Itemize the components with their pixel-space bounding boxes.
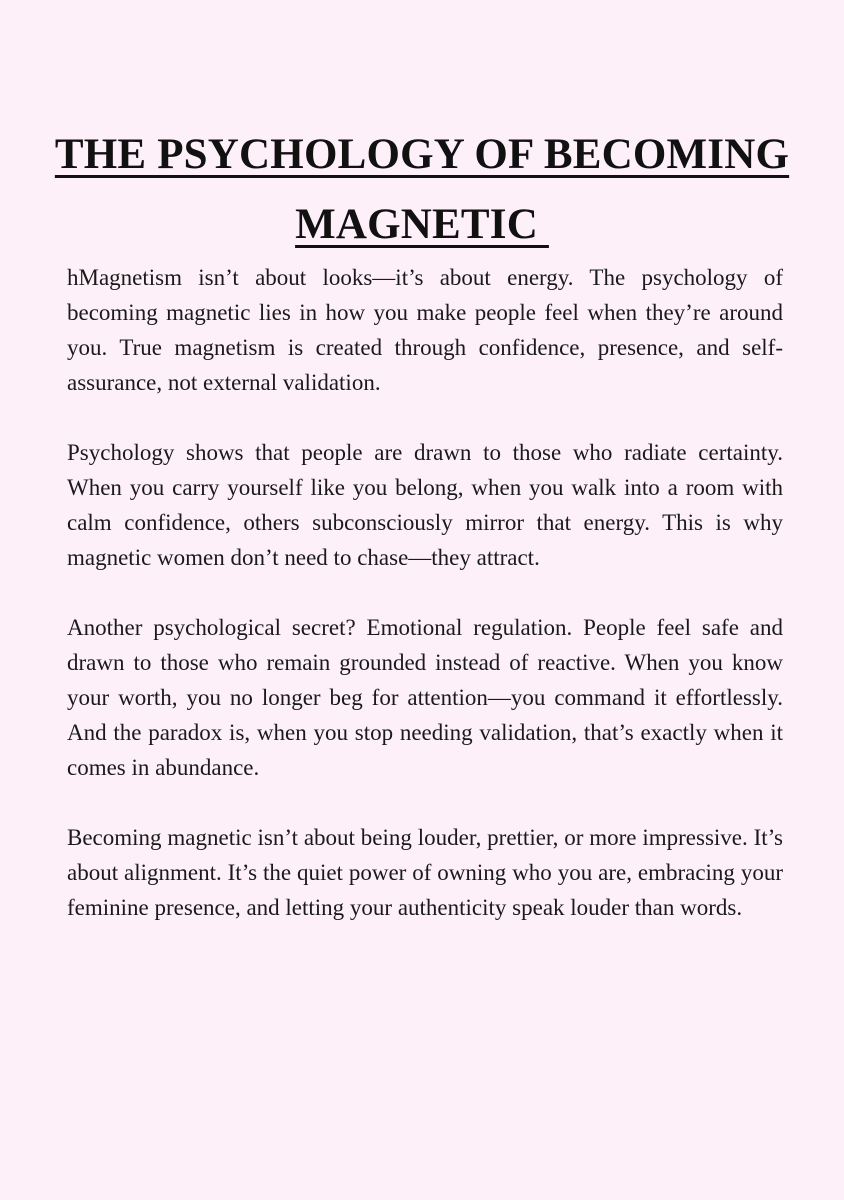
title-line-1: THE PSYCHOLOGY OF BECOMING bbox=[54, 131, 790, 178]
paragraph-3: Another psychological secret? Emotional regulation. People feel safe and drawn to those who remain grounded instead of reactive. When you know your worth, you no longer beg for attention—you command it effortlessly. And the paradox is, when you stop needing validation, that’s exactly when it comes in abundance. bbox=[67, 615, 783, 780]
paragraph-4: Becoming magnetic isn’t about being louder, prettier, or more impressive. It’s about alignment. It’s the quiet power of owning who you are, embracing your feminine presence, and letting your authenticity speak louder than words. bbox=[67, 825, 783, 920]
paragraph-2: Psychology shows that people are drawn to those who radiate certainty. When you carry yourself like you belong, when you walk into a room with calm confidence, others subconsciously mirror that energy. This is why magnetic women don’t need to chase—they attract. bbox=[67, 440, 783, 570]
paragraph-1: hMagnetism isn’t about looks—it’s about energy. The psychology of becoming magnetic lies in how you make people feel when they’re around you. True magnetism is created through confidence, presence, and self-assurance, not external validation. bbox=[67, 265, 783, 395]
article-body bbox=[67, 260, 783, 960]
page-title bbox=[40, 120, 804, 260]
title-line-2: MAGNETIC bbox=[295, 201, 549, 248]
